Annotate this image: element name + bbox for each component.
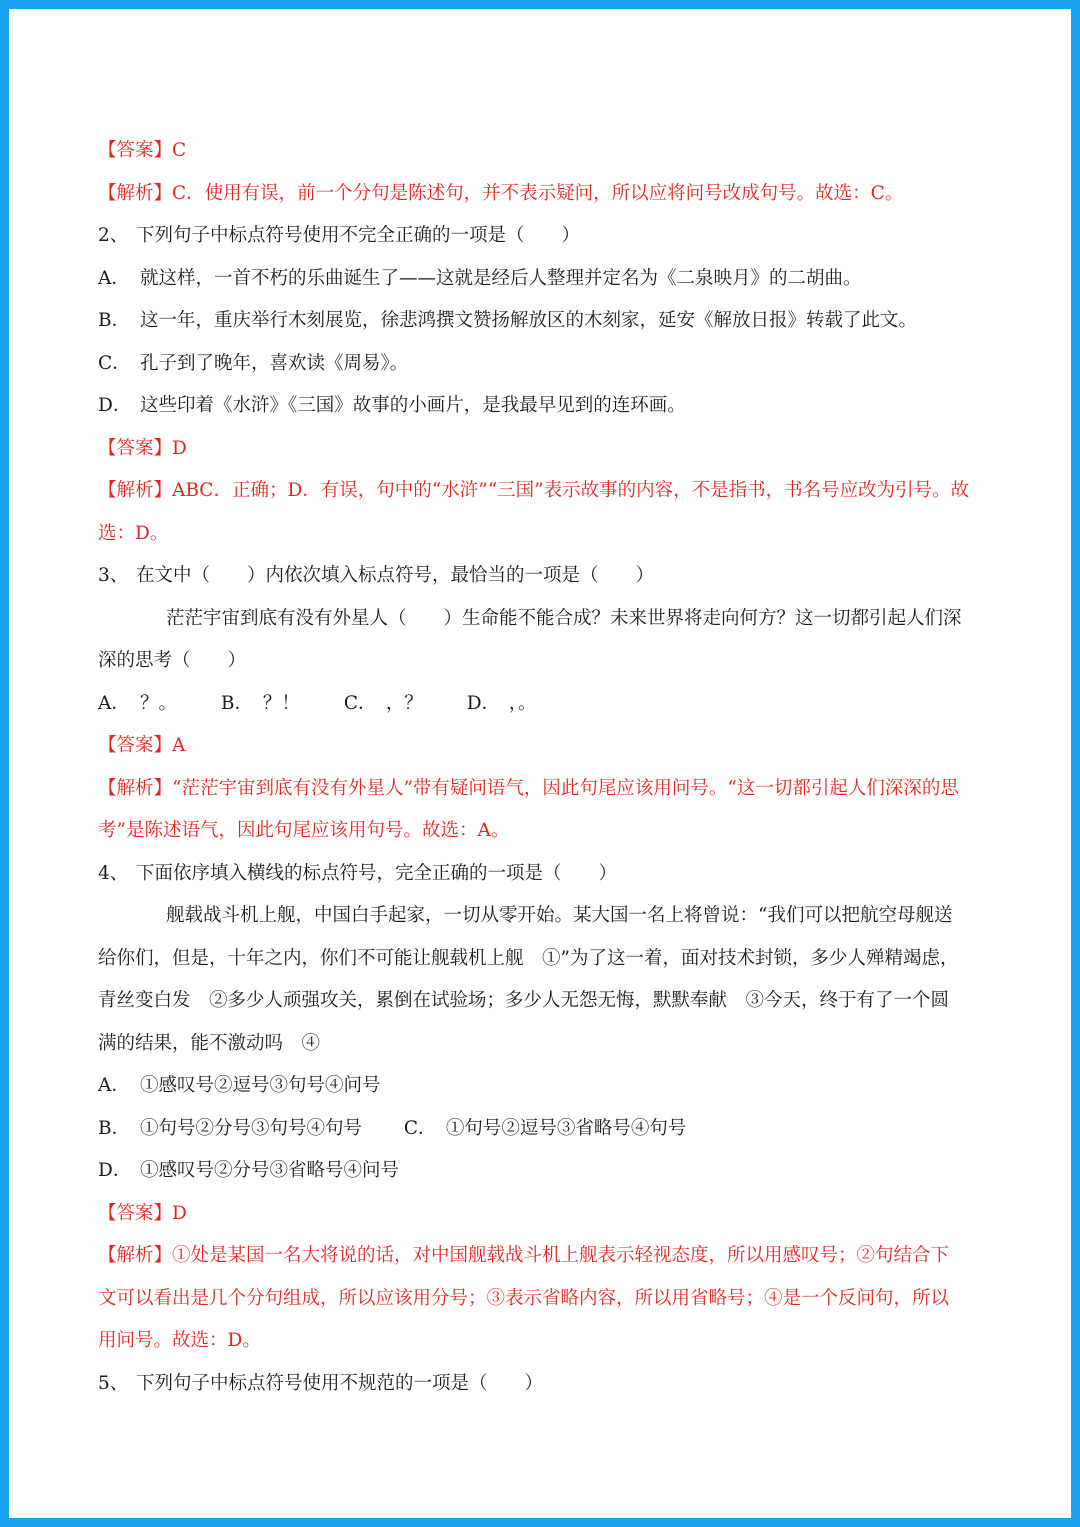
option-text: 就这样，一首不朽的乐曲诞生了——这就是经后人整理并定名为《二泉映月》的二胡曲。	[140, 267, 862, 289]
q3-options-row	[98, 683, 984, 726]
document-body	[98, 130, 984, 1405]
option-text: ①感叹号②逗号③句号④问号	[140, 1075, 381, 1096]
q2-option-b	[98, 300, 984, 343]
q2-option-c	[98, 343, 984, 386]
q2-option-a	[98, 258, 984, 301]
option-text: 孔子到了晚年，喜欢读《周易》。	[140, 352, 409, 374]
option-letter: A．	[98, 267, 130, 289]
option-text: ？。	[140, 692, 178, 714]
option-letter: B．	[98, 310, 131, 331]
q4-number: 4、	[98, 862, 129, 884]
option-letter: A．	[98, 1075, 130, 1096]
q4-stem: 下面依序填入横线的标点符号，完全正确的一项是（ ）	[136, 862, 618, 884]
q2-analysis-line-1: 【解析】ABC．正确；D．有误，句中的“水浒”“三国”表示故事的内容，不是指书，书名号应改为引号。故	[98, 480, 970, 501]
q4-analysis-line-1: 【解析】①处是某国一名大将说的话，对中国舰载战斗机上舰表示轻视态度，所以用感叹号；②句结合下	[98, 1245, 950, 1266]
q4-passage-line-2: 给你们，但是，十年之内，你们不可能让舰载机上舰 ①”为了这一着，面对技术封锁，多少人殚精竭虑，	[98, 947, 959, 969]
q4-options-row-bc	[98, 1108, 984, 1151]
q3-analysis-line-1: 【解析】“茫茫宇宙到底有没有外星人”带有疑问语气，因此句尾应该用问号。“这一切都引起人们深深的思	[98, 777, 959, 799]
q4-analysis-line-2: 文可以看出是几个分句组成，所以应该用分号；③表示省略内容，所以用省略号；④是一个反问句，所以	[98, 1287, 950, 1309]
option-letter: C．	[98, 352, 131, 374]
option-letter: B．	[98, 1117, 131, 1139]
q2-number: 2、	[98, 225, 129, 246]
q3-passage-line-2: 深的思考（ ）	[98, 650, 247, 671]
option-text: ？！	[262, 692, 300, 714]
option-letter: D．	[98, 395, 132, 416]
q3-analysis-line-2: 考”是陈述语气，因此句尾应该用句号。故选：A。	[98, 820, 510, 841]
q4-passage-line-3: 青丝变白发 ②多少人顽强攻关，累倒在试验场；多少人无怨无悔，默默奉献 ③今天，终于有了一个圆	[98, 990, 950, 1011]
q3-stem-line	[98, 555, 984, 598]
q3-number: 3、	[98, 565, 129, 586]
q4-option-d	[98, 1150, 984, 1193]
q4-analysis-line-3: 用问号。故选：D。	[98, 1330, 261, 1351]
q4-answer: 【答案】D	[98, 1202, 187, 1224]
option-text: ，。	[508, 692, 537, 714]
q1-analysis: 【解析】C．使用有误，前一个分句是陈述句，并不表示疑问，所以应将问号改成句号。故选：C。	[98, 182, 904, 204]
q4-passage-line-4: 满的结果，能不激动吗 ④	[98, 1032, 321, 1054]
option-text: ①句号②分号③句号④句号	[140, 1117, 363, 1139]
q3-answer: 【答案】A	[98, 735, 186, 756]
q3-stem: 在文中（ ）内依次填入标点符号，最恰当的一项是（ ）	[136, 565, 655, 586]
option-text: 这一年，重庆举行木刻展览，徐悲鸿撰文赞扬解放区的木刻家，延安《解放日报》转载了此文。	[140, 310, 918, 331]
q3-passage-line-1: 茫茫宇宙到底有没有外星人（ ）生命能不能合成？未来世界将走向何方？这一切都引起人们深	[166, 607, 962, 629]
q4-stem-line	[98, 853, 984, 896]
q2-stem: 下列句子中标点符号使用不完全正确的一项是（ ）	[136, 225, 581, 246]
q2-answer: 【答案】D	[98, 437, 187, 459]
q5-stem: 下列句子中标点符号使用不规范的一项是（ ）	[136, 1372, 544, 1394]
option-text: ，？	[385, 692, 423, 714]
option-letter: C．	[343, 692, 377, 714]
option-letter: D．	[98, 1160, 132, 1181]
q4-passage-line-1: 舰载战斗机上舰，中国白手起家，一切从零开始。某大国一名上将曾说：“我们可以把航空母舰送	[166, 905, 953, 926]
option-letter: D．	[466, 692, 501, 714]
q2-stem-line	[98, 215, 984, 258]
option-letter: A．	[98, 692, 130, 714]
q4-option-a	[98, 1065, 984, 1108]
q2-option-d	[98, 385, 984, 428]
option-text: 这些印着《水浒》《三国》故事的小画片，是我最早见到的连环画。	[140, 395, 686, 416]
q1-answer: 【答案】C	[98, 140, 187, 161]
q5-number: 5、	[98, 1372, 129, 1394]
option-text: ①感叹号②分号③省略号④问号	[140, 1160, 400, 1181]
option-text: ①句号②逗号③省略号④句号	[445, 1117, 687, 1139]
option-letter: C．	[403, 1117, 437, 1139]
option-letter: B．	[220, 692, 254, 714]
q5-stem-line	[98, 1363, 984, 1406]
q2-analysis-line-2: 选：D。	[98, 522, 169, 544]
